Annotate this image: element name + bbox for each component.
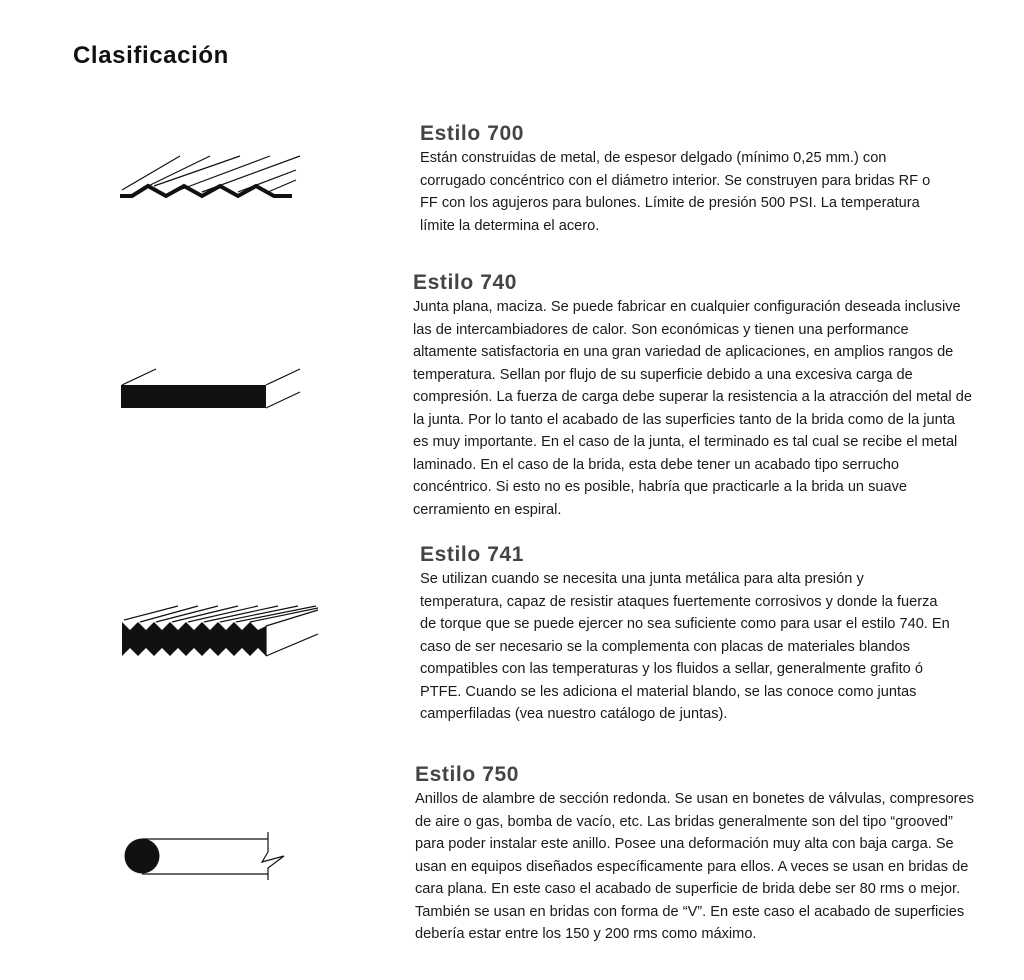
section-title: Estilo 740 (413, 271, 518, 294)
section-text: Están construidas de metal, de espesor delgado (mínimo 0,25 mm.) con corrugado concéntrico con el diámetro interior. Se construyen para bridas RF o FF con los agujeros para bulones. Límite de presión 500 PSI. La temperatura límite la determina el acero. (420, 150, 931, 234)
corrugated-gasket-icon (118, 150, 318, 210)
section-estilo-700 (420, 122, 940, 237)
section-title: Estilo 741 (420, 543, 525, 566)
flat-gasket-icon (118, 365, 318, 415)
section-estilo-750 (415, 763, 975, 946)
section-text: Junta plana, maciza. Se puede fabricar en cualquier configuración deseada inclusive las de intercambiadores de calor. Son económicas y tienen una performance altamente satisfactoria en una gran variedad de aplicaciones, en amplios rangos de temperatura. Sellan por flujo de su superficie debido a una excesiva carga de compresión. La fuerza de carga debe superar la resistencia a la atracción del metal de la junta. Por lo tanto el acabado de las superficies tanto de la brida como de la junta es muy importante. En el caso de la junta, el terminado es tal cual se recibe el metal laminado. En el caso de la brida, esta debe tener un acabado tipo serrucho concéntrico. Si esto no es posible, habría que practicarle a la brida un suave cerramiento en espiral. (413, 299, 972, 518)
serrated-gasket-icon (118, 600, 328, 670)
section-title: Estilo 750 (415, 763, 520, 786)
section-text: Se utilizan cuando se necesita una junta metálica para alta presión y temperatura, capaz de resistir ataques fuertemente corrosivos y donde la fuerza de torque que se puede ejercer no sea suficiente como para usar el estilo 740. En caso de ser necesario se la complementa con placas de materiales blandos compatibles con las temperaturas y los fluidos a sellar, generalmente grafito ó PTFE. Cuando se les adiciona el material blando, se las conoce como juntas camperfiladas (vea nuestro catálogo de juntas). (420, 571, 950, 722)
round-wire-ring-icon (118, 828, 298, 888)
section-estilo-741 (420, 543, 950, 726)
section-estilo-740 (413, 271, 973, 521)
page-title: Clasificación (73, 42, 229, 69)
section-text: Anillos de alambre de sección redonda. Se usan en bonetes de válvulas, compresores de aire o gas, bomba de vacío, etc. Las bridas generalmente son del tipo “grooved” para poder instalar este anillo. Posee una deformación muy alta con baja carga. Se usan en equipos diseñados específicamente para ellos. A veces se usan en bridas de cara plana. En este caso el acabado de superficie de brida debe ser 80 rms o mejor. También se usan en bridas con forma de “V”. En este caso el acabado de superficies debería estar entre los 150 y 200 rms como máximo. (415, 791, 974, 942)
section-title: Estilo 700 (420, 122, 525, 145)
